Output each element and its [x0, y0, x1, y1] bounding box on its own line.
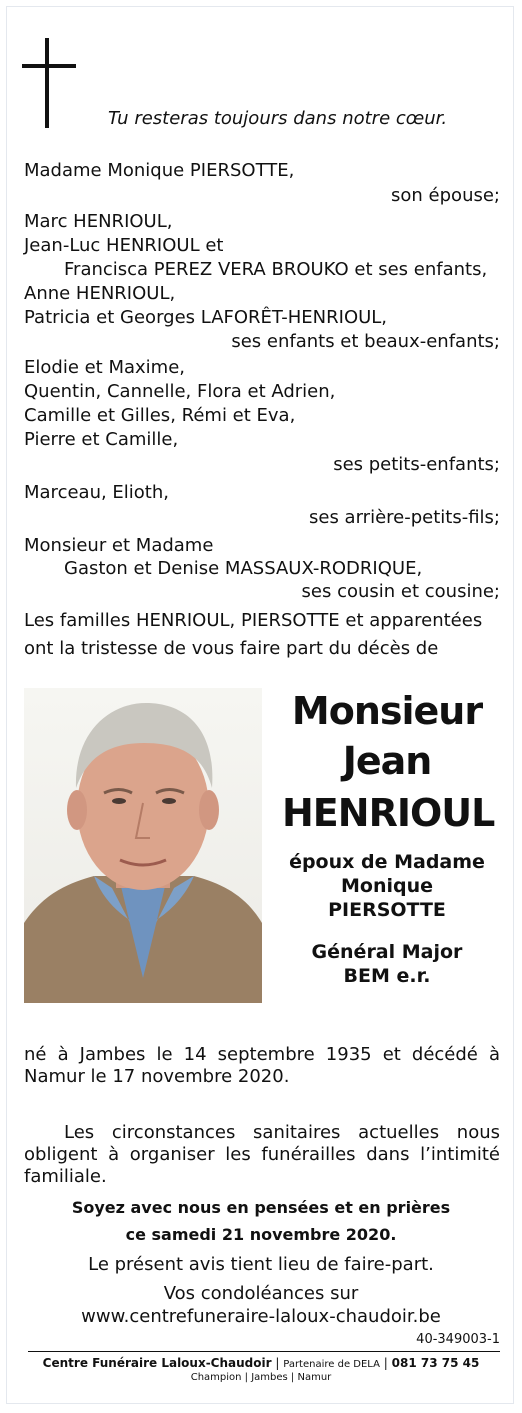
family-line: Pierre et Camille, [24, 429, 179, 450]
family-line: Madame Monique PIERSOTTE, [24, 160, 295, 181]
partner-text: Partenaire de DELA [283, 1359, 380, 1370]
portrait-photo [24, 688, 262, 1003]
deceased-last-name: HENRIOUL [282, 791, 495, 835]
tagline: Tu resteras toujours dans notre cœur. [108, 108, 448, 129]
spouse-line: époux de Madame [289, 851, 485, 873]
reference-number: 40-349003-1 [416, 1332, 500, 1347]
deceased-title: Monsieur [291, 689, 483, 733]
family-line: Camille et Gilles, Rémi et Eva, [24, 405, 296, 426]
rank-line: BEM e.r. [343, 965, 431, 987]
family-line: Monsieur et Madame [24, 535, 214, 556]
family-relation: ses enfants et beaux-enfants; [231, 331, 500, 352]
family-relation: son épouse; [391, 185, 500, 206]
footer-locations: Champion | Jambes | Namur [190, 1372, 332, 1383]
family-line: Marc HENRIOUL, [24, 211, 173, 232]
family-line: Anne HENRIOUL, [24, 283, 176, 304]
birth-death-text: né à Jambes le 14 septembre 1935 et décédé à Namur le 17 novembre 2020. [24, 1044, 500, 1087]
family-line: Elodie et Maxime, [24, 357, 186, 378]
condolences-label: Vos condoléances sur [163, 1283, 359, 1304]
circumstances-text: Les circonstances sanitaires actuelles nous obligent à organiser les funérailles dans l’intimité familiale. [24, 1122, 500, 1187]
family-line: Gaston et Denise MASSAUX-RODRIQUE, [64, 558, 423, 579]
family-line: Jean-Luc HENRIOUL et [24, 235, 224, 256]
service-date: ce samedi 21 novembre 2020. [125, 1225, 397, 1244]
family-line: Quentin, Cannelle, Flora et Adrien, [24, 381, 336, 402]
announcement-line: Les familles HENRIOUL, PIERSOTTE et apparentées [24, 610, 483, 631]
footer-divider [28, 1351, 500, 1352]
footer-info: Centre Funéraire Laloux-Chaudoir | Partenaire de DELA | 081 73 75 45 [42, 1356, 480, 1370]
prayer-line: Soyez avec nous en pensées et en prières [71, 1198, 451, 1217]
family-line: Marceau, Elioth, [24, 482, 169, 503]
notice-text: Le présent avis tient lieu de faire-part. [88, 1254, 434, 1275]
family-line: Francisca PEREZ VERA BROUKO et ses enfants, [64, 259, 488, 280]
rank-line: Général Major [311, 941, 463, 963]
deceased-first-name: Jean [342, 739, 432, 783]
family-relation: ses cousin et cousine; [301, 581, 500, 602]
announcement-line: ont la tristesse de vous faire part du décès de [24, 638, 439, 659]
website-link[interactable]: www.centrefuneraire-laloux-chaudoir.be [81, 1306, 441, 1327]
family-line: Patricia et Georges LAFORÊT-HENRIOUL, [24, 307, 388, 328]
company-name: Centre Funéraire Laloux-Chaudoir [42, 1356, 272, 1370]
spouse-line: Monique PIERSOTTE [328, 875, 446, 921]
family-relation: ses petits-enfants; [333, 454, 500, 475]
family-relation: ses arrière-petits-fils; [309, 507, 500, 528]
phone-number: 081 73 75 45 [391, 1356, 480, 1370]
